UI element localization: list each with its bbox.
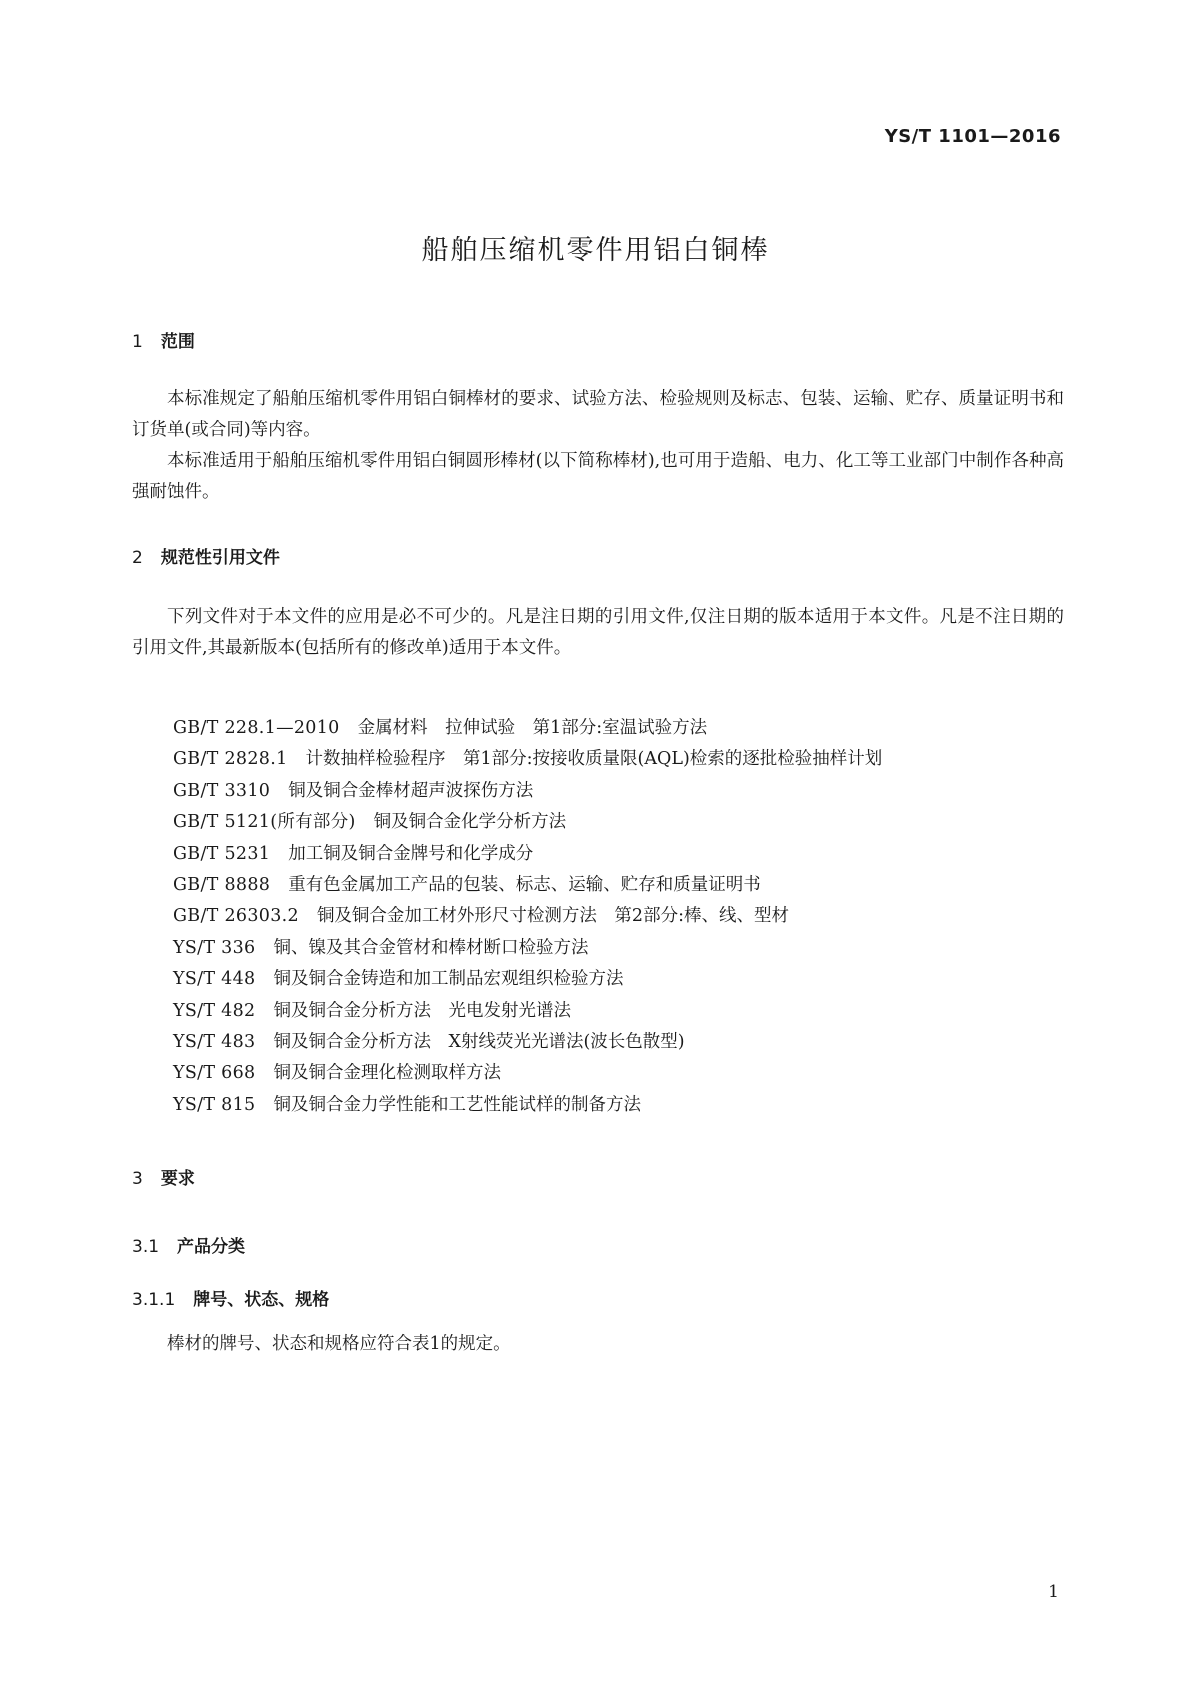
- reference-code: YS/T 336: [173, 937, 256, 958]
- reference-code: GB/T 3310: [173, 780, 271, 801]
- reference-item: [173, 839, 882, 870]
- section-3-1-1-paragraph: 棒材的牌号、状态和规格应符合表1的规定。: [167, 1334, 511, 1354]
- scope-paragraph-1: 本标准规定了船舶压缩机零件用铝白铜棒材的要求、试验方法、检验规则及标志、包装、运输、贮存、质量证明书和订货单(或合同)等内容。: [132, 389, 1064, 440]
- reference-list: [173, 713, 882, 1121]
- reference-item: [173, 901, 882, 932]
- reference-item: [173, 996, 882, 1027]
- section-number: 3.1.1: [132, 1290, 176, 1310]
- reference-title: 加工铜及铜合金牌号和化学成分: [288, 843, 534, 864]
- document-title: 船舶压缩机零件用铝白铜棒: [421, 235, 770, 266]
- section-number: 1: [132, 332, 143, 352]
- reference-code: GB/T 26303.2: [173, 906, 299, 927]
- section-3-heading: [132, 1164, 195, 1189]
- reference-item: [173, 964, 882, 995]
- reference-code: YS/T 448: [173, 969, 256, 990]
- reference-item: [173, 1090, 882, 1121]
- section-title: 要求: [160, 1169, 195, 1189]
- reference-code: GB/T 5231: [173, 843, 271, 864]
- section-number: 3: [132, 1169, 143, 1189]
- reference-item: [173, 1027, 882, 1058]
- reference-title: 铜及铜合金加工材外形尺寸检测方法 第2部分:棒、线、型材: [316, 906, 789, 927]
- reference-title: 铜及铜合金力学性能和工艺性能试样的制备方法: [273, 1094, 641, 1115]
- section-title: 牌号、状态、规格: [193, 1290, 330, 1310]
- reference-title: 金属材料 拉伸试验 第1部分:室温试验方法: [357, 718, 708, 738]
- standard-code: YS/T 1101—2016: [884, 126, 1061, 147]
- reference-title: 铜及铜合金理化检测取样方法: [273, 1063, 501, 1084]
- reference-item: [173, 807, 882, 838]
- reference-title: 铜及铜合金分析方法 光电发射光谱法: [273, 1000, 571, 1021]
- section-title: 产品分类: [177, 1237, 246, 1257]
- reference-title: 重有色金属加工产品的包装、标志、运输、贮存和质量证明书: [288, 874, 761, 895]
- reference-code: YS/T 482: [173, 1000, 256, 1021]
- section-1-heading: [132, 327, 195, 352]
- reference-code: GB/T 228.1—2010: [173, 718, 340, 738]
- section-title: 规范性引用文件: [160, 548, 280, 568]
- section-3-1-1-heading: [132, 1285, 329, 1310]
- reference-title: 铜及铜合金化学分析方法: [373, 812, 567, 833]
- section-number: 3.1: [132, 1237, 160, 1257]
- reference-title: 铜、镍及其合金管材和棒材断口检验方法: [273, 937, 589, 958]
- reference-code: YS/T 668: [173, 1063, 256, 1084]
- reference-code: YS/T 815: [173, 1094, 256, 1115]
- references-intro: 下列文件对于本文件的应用是必不可少的。凡是注日期的引用文件,仅注日期的版本适用于本文件。凡是不注日期的引用文件,其最新版本(包括所有的修改单)适用于本文件。: [132, 607, 1064, 658]
- reference-code: YS/T 483: [173, 1031, 256, 1052]
- section-2-heading: [132, 543, 280, 568]
- page-number: 1: [1048, 1582, 1059, 1602]
- reference-item: [173, 1058, 882, 1089]
- reference-title: 铜及铜合金铸造和加工制品宏观组织检验方法: [273, 969, 624, 990]
- reference-item: [173, 744, 882, 775]
- reference-title: 铜及铜合金棒材超声波探伤方法: [288, 780, 534, 801]
- section-3-1-heading: [132, 1232, 245, 1257]
- reference-title: 计数抽样检验程序 第1部分:按接收质量限(AQL)检索的逐批检验抽样计划: [305, 749, 883, 770]
- reference-title: 铜及铜合金分析方法 X射线荧光光谱法(波长色散型): [273, 1031, 685, 1052]
- reference-code: GB/T 2828.1: [173, 749, 288, 770]
- reference-item: [173, 776, 882, 807]
- reference-item: [173, 933, 882, 964]
- reference-item: [173, 713, 882, 744]
- section-title: 范围: [160, 332, 195, 352]
- reference-item: [173, 870, 882, 901]
- reference-code: GB/T 8888: [173, 874, 271, 895]
- reference-code: GB/T 5121(所有部分): [173, 812, 356, 833]
- section-number: 2: [132, 548, 143, 568]
- scope-paragraph-2: 本标准适用于船舶压缩机零件用铝白铜圆形棒材(以下简称棒材),也可用于造船、电力、化工等工业部门中制作各种高强耐蚀件。: [132, 451, 1064, 502]
